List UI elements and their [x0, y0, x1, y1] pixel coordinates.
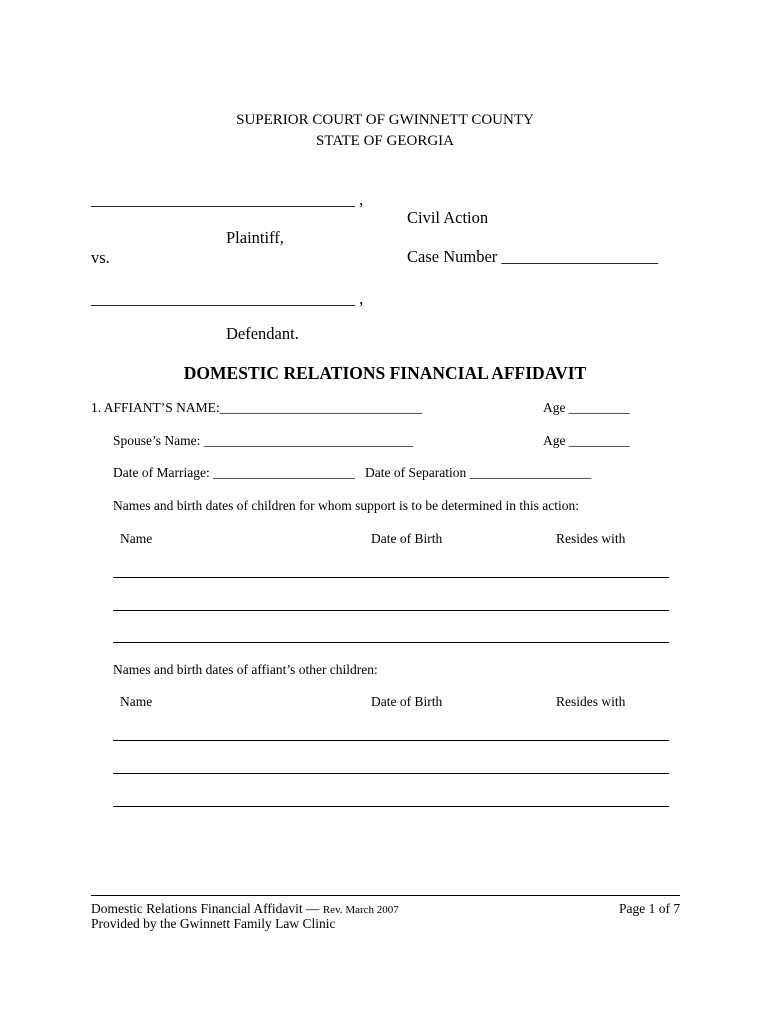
- date-of-marriage-field[interactable]: Date of Marriage: _____________________: [113, 465, 355, 480]
- other-children-col-name: Name: [120, 694, 153, 709]
- spouse-name-field[interactable]: Spouse’s Name: _______________________________: [113, 433, 413, 448]
- other-children-entry-line[interactable]: [113, 773, 669, 774]
- date-of-separation-field[interactable]: Date of Separation __________________: [365, 465, 592, 480]
- state-name: STATE OF GEORGIA: [316, 133, 454, 149]
- defendant-label: Defendant.: [226, 324, 299, 343]
- footer-revision: Rev. March 2007: [322, 904, 399, 916]
- form-title: DOMESTIC RELATIONS FINANCIAL AFFIDAVIT: [183, 363, 587, 383]
- children-entry-line[interactable]: [113, 642, 669, 643]
- children-col-name: Name: [120, 531, 153, 546]
- civil-action-label: Civil Action: [407, 208, 489, 227]
- footer-provider: Provided by the Gwinnett Family Law Clinic: [91, 916, 336, 931]
- children-entry-line[interactable]: [113, 577, 669, 578]
- other-children-entry-line[interactable]: [113, 806, 669, 807]
- children-entry-line[interactable]: [113, 610, 669, 611]
- footer-title-text: Domestic Relations Financial Affidavit —: [91, 901, 320, 916]
- plaintiff-name-field[interactable]: ________________________________ ,: [91, 190, 364, 209]
- other-children-col-dob: Date of Birth: [371, 694, 443, 709]
- plaintiff-label: Plaintiff,: [226, 228, 284, 247]
- page-number: Page 1 of 7: [619, 901, 681, 916]
- other-children-heading: Names and birth dates of affiant’s other children:: [113, 662, 378, 677]
- children-col-resides: Resides with: [556, 531, 626, 546]
- court-name: SUPERIOR COURT OF GWINNETT COUNTY: [236, 112, 534, 128]
- spouse-age-field[interactable]: Age _________: [543, 433, 630, 448]
- other-children-col-resides: Resides with: [556, 694, 626, 709]
- affiant-age-field[interactable]: Age _________: [543, 400, 630, 415]
- other-children-entry-line[interactable]: [113, 740, 669, 741]
- vs-label: vs.: [91, 248, 110, 267]
- footer-divider: [91, 895, 680, 896]
- affiant-name-field[interactable]: 1. AFFIANT’S NAME:______________________________: [91, 400, 423, 415]
- footer-title: [91, 901, 399, 917]
- case-number-field[interactable]: Case Number ___________________: [407, 247, 659, 266]
- defendant-name-field[interactable]: ________________________________ ,: [91, 289, 364, 308]
- children-col-dob: Date of Birth: [371, 531, 443, 546]
- children-heading: Names and birth dates of children for whom support is to be determined in this action:: [113, 498, 580, 513]
